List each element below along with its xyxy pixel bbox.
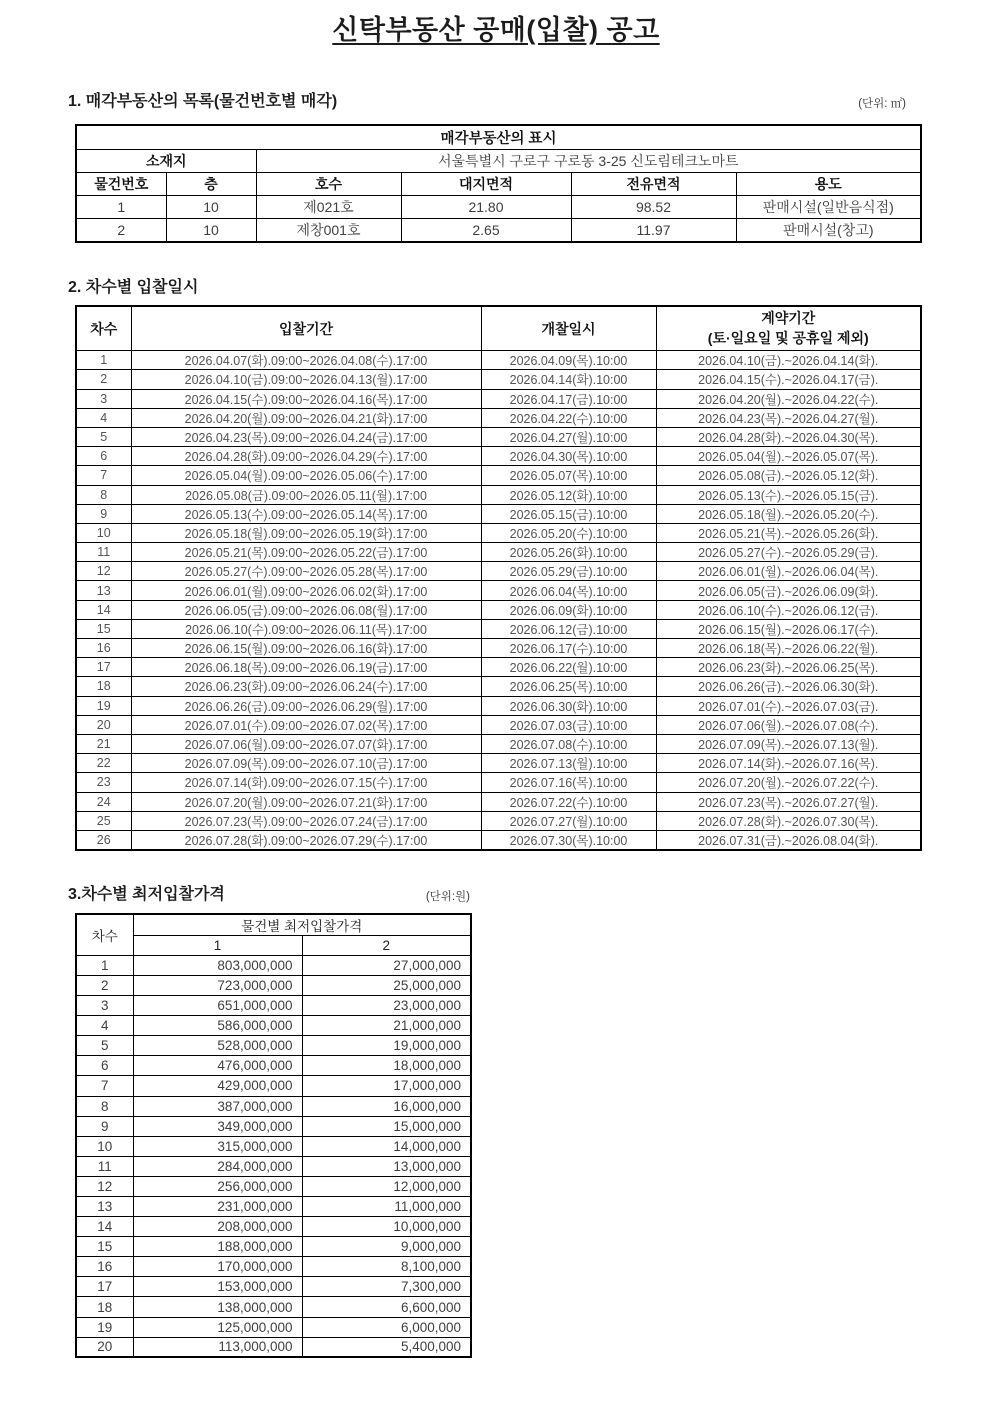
table-cell: 17 [76, 1277, 133, 1297]
table-cell: 2026.05.04(월).~2026.05.07(목). [656, 447, 921, 466]
table-cell: 7 [76, 1076, 133, 1096]
section1-unit-label: (단위: ㎡) [858, 98, 906, 110]
table-cell: 2026.07.23(목).09:00~2026.07.24(금).17:00 [131, 811, 481, 830]
table-cell: 제021호 [256, 196, 401, 219]
table-row [76, 427, 921, 446]
table-cell: 16 [76, 639, 131, 658]
table-cell: 6 [76, 1056, 133, 1076]
table-cell: 476,000,000 [133, 1056, 302, 1076]
table-cell: 2026.06.09(화).10:00 [481, 600, 656, 619]
table-cell: 3 [76, 996, 133, 1016]
table-cell: 15 [76, 1237, 133, 1257]
table-cell: 5,400,000 [302, 1337, 471, 1357]
table-cell: 2026.07.27(월).10:00 [481, 811, 656, 830]
table-cell: 11.97 [571, 219, 736, 243]
table-cell: 19,000,000 [302, 1036, 471, 1056]
table-row [76, 1176, 471, 1196]
table-cell: 2026.07.01(수).~2026.07.03(금). [656, 696, 921, 715]
table-cell: 2026.07.09(목).~2026.07.13(월). [656, 734, 921, 753]
table-cell: 14 [76, 600, 131, 619]
table-row [76, 447, 921, 466]
table-cell: 8 [76, 1096, 133, 1116]
table-cell: 2026.04.22(수).10:00 [481, 408, 656, 427]
price-table-body [76, 955, 471, 1357]
table-cell: 2 [76, 370, 131, 389]
table-cell: 2 [76, 975, 133, 995]
table-row [76, 562, 921, 581]
table-cell: 27,000,000 [302, 955, 471, 975]
table-cell: 2026.04.27(월).10:00 [481, 427, 656, 446]
table-row [76, 389, 921, 408]
table-cell: 2026.05.08(금).~2026.05.12(화). [656, 466, 921, 485]
section3-heading: 3.차수별 최저입찰가격 [68, 885, 225, 903]
col-header-unit-no: 호수 [256, 173, 401, 196]
table-cell: 20 [76, 1337, 133, 1357]
table-cell: 2026.07.14(화).~2026.07.16(목). [656, 754, 921, 773]
table-cell: 14 [76, 1217, 133, 1237]
price-table-group-header-row [76, 914, 471, 936]
section3-unit-label: (단위:원) [425, 890, 470, 903]
table-row [76, 1096, 471, 1116]
min-bid-price-table [75, 913, 472, 1358]
table-cell: 2026.06.22(월).10:00 [481, 658, 656, 677]
table-cell: 2026.06.30(화).10:00 [481, 696, 656, 715]
table-cell: 21 [76, 734, 131, 753]
section1-heading: 1. 매각부동산의 목록(물건번호별 매각) [68, 93, 338, 110]
property-location-row [76, 150, 921, 173]
table-row [76, 996, 471, 1016]
table-cell: 2026.06.04(목).10:00 [481, 581, 656, 600]
table-cell: 2026.04.09(목).10:00 [481, 351, 656, 370]
table-cell: 9 [76, 1116, 133, 1136]
table-cell: 231,000,000 [133, 1197, 302, 1217]
table-cell: 2026.06.15(월).~2026.06.17(수). [656, 619, 921, 638]
table-cell: 2026.05.26(화).10:00 [481, 543, 656, 562]
table-cell: 18 [76, 1297, 133, 1317]
table-cell: 17 [76, 658, 131, 677]
table-cell: 2026.07.16(목).10:00 [481, 773, 656, 792]
table-cell: 7 [76, 466, 131, 485]
table-cell: 12,000,000 [302, 1176, 471, 1196]
table-cell: 4 [76, 408, 131, 427]
col-header-round: 차수 [76, 914, 133, 956]
table-cell: 387,000,000 [133, 1096, 302, 1116]
table-row [76, 1197, 471, 1217]
table-cell: 2026.05.29(금).10:00 [481, 562, 656, 581]
table-cell: 16 [76, 1257, 133, 1277]
table-cell: 25 [76, 811, 131, 830]
table-cell: 2026.04.23(목).~2026.04.27(월). [656, 408, 921, 427]
table-cell: 19 [76, 1317, 133, 1337]
col-header-bid-period: 입찰기간 [131, 306, 481, 351]
table-cell: 208,000,000 [133, 1217, 302, 1237]
table-row [76, 1237, 471, 1257]
table-cell: 14,000,000 [302, 1136, 471, 1156]
table-cell: 18,000,000 [302, 1056, 471, 1076]
table-cell: 10 [76, 1136, 133, 1156]
table-cell: 2026.04.10(금).~2026.04.14(화). [656, 351, 921, 370]
table-cell: 2026.07.01(수).09:00~2026.07.02(목).17:00 [131, 715, 481, 734]
table-cell: 2026.06.26(금).~2026.06.30(화). [656, 677, 921, 696]
table-row [76, 811, 921, 830]
col-header-contract-period [656, 306, 921, 351]
table-cell: 11 [76, 1156, 133, 1176]
table-cell: 2.65 [401, 219, 571, 243]
table-row [76, 1036, 471, 1056]
table-cell: 2026.07.20(월).~2026.07.22(수). [656, 773, 921, 792]
table-cell: 2026.05.08(금).09:00~2026.05.11(월).17:00 [131, 485, 481, 504]
table-cell: 23 [76, 773, 131, 792]
table-row [76, 754, 921, 773]
table-cell: 113,000,000 [133, 1337, 302, 1357]
table-cell: 23,000,000 [302, 996, 471, 1016]
table-cell: 12 [76, 1176, 133, 1196]
table-row [76, 485, 921, 504]
section1-header [68, 88, 906, 111]
table-cell: 2026.05.13(수).~2026.05.15(금). [656, 485, 921, 504]
col-header-land-area: 대지면적 [401, 173, 571, 196]
table-row [76, 543, 921, 562]
table-cell: 10 [76, 523, 131, 542]
location-label: 소재지 [76, 150, 256, 173]
table-cell: 15,000,000 [302, 1116, 471, 1136]
table-row [76, 1056, 471, 1076]
table-row [76, 504, 921, 523]
table-cell: 2026.07.30(목).10:00 [481, 830, 656, 850]
table-cell: 2026.07.20(월).09:00~2026.07.21(화).17:00 [131, 792, 481, 811]
table-cell: 2026.05.20(수).10:00 [481, 523, 656, 542]
table-cell: 125,000,000 [133, 1317, 302, 1337]
table-cell: 2026.05.18(월).09:00~2026.05.19(화).17:00 [131, 523, 481, 542]
table-cell: 25,000,000 [302, 975, 471, 995]
section3-header [68, 881, 470, 904]
table-cell: 98.52 [571, 196, 736, 219]
table-cell: 10 [166, 219, 256, 243]
table-row [76, 1016, 471, 1036]
table-cell: 2026.04.23(목).09:00~2026.04.24(금).17:00 [131, 427, 481, 446]
table-cell: 2026.05.27(수).~2026.05.29(금). [656, 543, 921, 562]
table-cell: 26 [76, 830, 131, 850]
table-cell: 6,000,000 [302, 1317, 471, 1337]
table-row [76, 773, 921, 792]
table-cell: 256,000,000 [133, 1176, 302, 1196]
table-cell: 2026.06.01(월).09:00~2026.06.02(화).17:00 [131, 581, 481, 600]
table-cell: 21,000,000 [302, 1016, 471, 1036]
table-cell: 9 [76, 504, 131, 523]
table-cell: 153,000,000 [133, 1277, 302, 1297]
table-cell: 2026.04.28(화).09:00~2026.04.29(수).17:00 [131, 447, 481, 466]
table-cell: 2026.07.22(수).10:00 [481, 792, 656, 811]
table-cell: 2026.07.13(월).10:00 [481, 754, 656, 773]
price-table-subheader-row [76, 935, 471, 955]
table-cell: 10,000,000 [302, 1217, 471, 1237]
col-header-round: 차수 [76, 306, 131, 351]
property-table-caption-row [76, 125, 921, 150]
table-row [76, 1156, 471, 1176]
table-cell: 528,000,000 [133, 1036, 302, 1056]
table-row [76, 619, 921, 638]
table-row [76, 1277, 471, 1297]
table-cell: 1 [76, 351, 131, 370]
property-table-body [76, 196, 921, 243]
contract-period-line1: 계약기간 [761, 310, 816, 326]
table-cell: 21.80 [401, 196, 571, 219]
table-row [76, 696, 921, 715]
table-row [76, 975, 471, 995]
col-header-item1: 1 [133, 935, 302, 955]
table-cell: 2026.05.21(목).09:00~2026.05.22(금).17:00 [131, 543, 481, 562]
location-value: 서울특별시 구로구 구로동 3-25 신도림테크노마트 [256, 150, 921, 173]
table-cell: 2026.06.15(월).09:00~2026.06.16(화).17:00 [131, 639, 481, 658]
table-cell: 2026.05.15(금).10:00 [481, 504, 656, 523]
table-cell: 284,000,000 [133, 1156, 302, 1176]
table-cell: 11,000,000 [302, 1197, 471, 1217]
table-cell: 제창001호 [256, 219, 401, 243]
table-cell: 2026.04.20(월).~2026.04.22(수). [656, 389, 921, 408]
table-cell: 2026.06.12(금).10:00 [481, 619, 656, 638]
table-cell: 13,000,000 [302, 1156, 471, 1176]
table-row [76, 466, 921, 485]
table-cell: 188,000,000 [133, 1237, 302, 1257]
table-row [76, 1337, 471, 1357]
table-cell: 2026.04.15(수).09:00~2026.04.16(목).17:00 [131, 389, 481, 408]
table-cell: 315,000,000 [133, 1136, 302, 1156]
col-header-item2: 2 [302, 935, 471, 955]
table-cell: 2 [76, 219, 166, 243]
table-row [76, 1116, 471, 1136]
table-cell: 586,000,000 [133, 1016, 302, 1036]
table-row [76, 1257, 471, 1277]
table-cell: 16,000,000 [302, 1096, 471, 1116]
table-row [76, 219, 921, 243]
table-cell: 2026.05.04(월).09:00~2026.05.06(수).17:00 [131, 466, 481, 485]
table-cell: 2026.06.05(금).09:00~2026.06.08(월).17:00 [131, 600, 481, 619]
table-cell: 12 [76, 562, 131, 581]
table-row [76, 955, 471, 975]
table-cell: 1 [76, 955, 133, 975]
table-cell: 1 [76, 196, 166, 219]
property-list-table [75, 124, 922, 243]
table-cell: 13 [76, 1197, 133, 1217]
table-cell: 13 [76, 581, 131, 600]
table-row [76, 830, 921, 850]
bid-schedule-body [76, 351, 921, 850]
table-cell: 349,000,000 [133, 1116, 302, 1136]
table-cell: 5 [76, 427, 131, 446]
table-cell: 2026.04.30(목).10:00 [481, 447, 656, 466]
table-cell: 2026.06.18(목).09:00~2026.06.19(금).17:00 [131, 658, 481, 677]
col-header-exclusive-area: 전유면적 [571, 173, 736, 196]
table-cell: 6 [76, 447, 131, 466]
table-cell: 2026.07.31(금).~2026.08.04(화). [656, 830, 921, 850]
table-row [76, 581, 921, 600]
table-row [76, 408, 921, 427]
property-table-header-row [76, 173, 921, 196]
table-row [76, 1076, 471, 1096]
table-row [76, 658, 921, 677]
table-cell: 138,000,000 [133, 1297, 302, 1317]
table-row [76, 677, 921, 696]
col-header-item-no: 물건번호 [76, 173, 166, 196]
table-cell: 170,000,000 [133, 1257, 302, 1277]
table-cell: 3 [76, 389, 131, 408]
col-header-floor: 층 [166, 173, 256, 196]
table-cell: 2026.06.05(금).~2026.06.09(화). [656, 581, 921, 600]
table-row [76, 351, 921, 370]
table-cell: 2026.06.10(수).09:00~2026.06.11(목).17:00 [131, 619, 481, 638]
table-cell: 723,000,000 [133, 975, 302, 995]
table-cell: 2026.06.25(목).10:00 [481, 677, 656, 696]
table-cell: 9,000,000 [302, 1237, 471, 1257]
table-cell: 5 [76, 1036, 133, 1056]
page-title-text: 신탁부동산 공매(입찰) 공고 [332, 15, 660, 45]
table-cell: 판매시설(창고) [736, 219, 921, 243]
table-cell: 2026.05.07(목).10:00 [481, 466, 656, 485]
table-cell: 2026.07.09(목).09:00~2026.07.10(금).17:00 [131, 754, 481, 773]
table-cell: 2026.06.01(월).~2026.06.04(목). [656, 562, 921, 581]
table-row [76, 600, 921, 619]
table-cell: 2026.04.07(화).09:00~2026.04.08(수).17:00 [131, 351, 481, 370]
table-cell: 2026.05.18(월).~2026.05.20(수). [656, 504, 921, 523]
property-table-caption: 매각부동산의 표시 [76, 125, 921, 150]
table-cell: 2026.04.20(월).09:00~2026.04.21(화).17:00 [131, 408, 481, 427]
table-cell: 판매시설(일반음식점) [736, 196, 921, 219]
table-cell: 22 [76, 754, 131, 773]
table-cell: 2026.04.15(수).~2026.04.17(금). [656, 370, 921, 389]
table-cell: 651,000,000 [133, 996, 302, 1016]
table-cell: 2026.05.27(수).09:00~2026.05.28(목).17:00 [131, 562, 481, 581]
table-cell: 2026.06.23(화).~2026.06.25(목). [656, 658, 921, 677]
table-cell: 8 [76, 485, 131, 504]
col-header-usage: 용도 [736, 173, 921, 196]
table-cell: 2026.04.28(화).~2026.04.30(목). [656, 427, 921, 446]
table-cell: 2026.05.12(화).10:00 [481, 485, 656, 504]
col-header-opening-datetime: 개찰일시 [481, 306, 656, 351]
page-title [0, 8, 992, 47]
table-row [76, 734, 921, 753]
table-cell: 6,600,000 [302, 1297, 471, 1317]
table-row [76, 715, 921, 734]
table-row [76, 370, 921, 389]
table-row [76, 792, 921, 811]
table-cell: 2026.07.03(금).10:00 [481, 715, 656, 734]
table-cell: 4 [76, 1016, 133, 1036]
table-cell: 2026.06.26(금).09:00~2026.06.29(월).17:00 [131, 696, 481, 715]
table-cell: 2026.07.28(화).~2026.07.30(목). [656, 811, 921, 830]
table-cell: 2026.06.10(수).~2026.06.12(금). [656, 600, 921, 619]
table-cell: 2026.04.10(금).09:00~2026.04.13(월).17:00 [131, 370, 481, 389]
table-cell: 20 [76, 715, 131, 734]
table-cell: 15 [76, 619, 131, 638]
section2-header [68, 274, 906, 297]
table-cell: 2026.07.23(목).~2026.07.27(월). [656, 792, 921, 811]
table-cell: 2026.05.13(수).09:00~2026.05.14(목).17:00 [131, 504, 481, 523]
table-cell: 2026.07.06(월).09:00~2026.07.07(화).17:00 [131, 734, 481, 753]
table-cell: 2026.04.14(화).10:00 [481, 370, 656, 389]
table-cell: 2026.07.28(화).09:00~2026.07.29(수).17:00 [131, 830, 481, 850]
section2-heading: 2. 차수별 입찰일시 [68, 279, 199, 296]
table-cell: 8,100,000 [302, 1257, 471, 1277]
table-cell: 2026.06.17(수).10:00 [481, 639, 656, 658]
table-row [76, 639, 921, 658]
table-row [76, 1297, 471, 1317]
table-cell: 18 [76, 677, 131, 696]
table-cell: 10 [166, 196, 256, 219]
table-cell: 2026.05.21(목).~2026.05.26(화). [656, 523, 921, 542]
table-cell: 2026.04.17(금).10:00 [481, 389, 656, 408]
table-row [76, 196, 921, 219]
table-cell: 17,000,000 [302, 1076, 471, 1096]
table-cell: 11 [76, 543, 131, 562]
table-cell: 2026.06.18(목).~2026.06.22(월). [656, 639, 921, 658]
table-cell: 19 [76, 696, 131, 715]
table-cell: 24 [76, 792, 131, 811]
table-cell: 803,000,000 [133, 955, 302, 975]
col-header-price-group: 물건별 최저입찰가격 [133, 914, 471, 936]
table-row [76, 1217, 471, 1237]
table-cell: 429,000,000 [133, 1076, 302, 1096]
table-cell: 2026.07.14(화).09:00~2026.07.15(수).17:00 [131, 773, 481, 792]
bid-schedule-header-row [76, 306, 921, 351]
table-cell: 2026.07.08(수).10:00 [481, 734, 656, 753]
contract-period-line2: (토·일요일 및 공휴일 제외) [707, 329, 869, 346]
table-cell: 2026.07.06(월).~2026.07.08(수). [656, 715, 921, 734]
table-row [76, 1317, 471, 1337]
table-row [76, 523, 921, 542]
table-row [76, 1136, 471, 1156]
bid-schedule-table [75, 305, 922, 851]
table-cell: 2026.06.23(화).09:00~2026.06.24(수).17:00 [131, 677, 481, 696]
table-cell: 7,300,000 [302, 1277, 471, 1297]
